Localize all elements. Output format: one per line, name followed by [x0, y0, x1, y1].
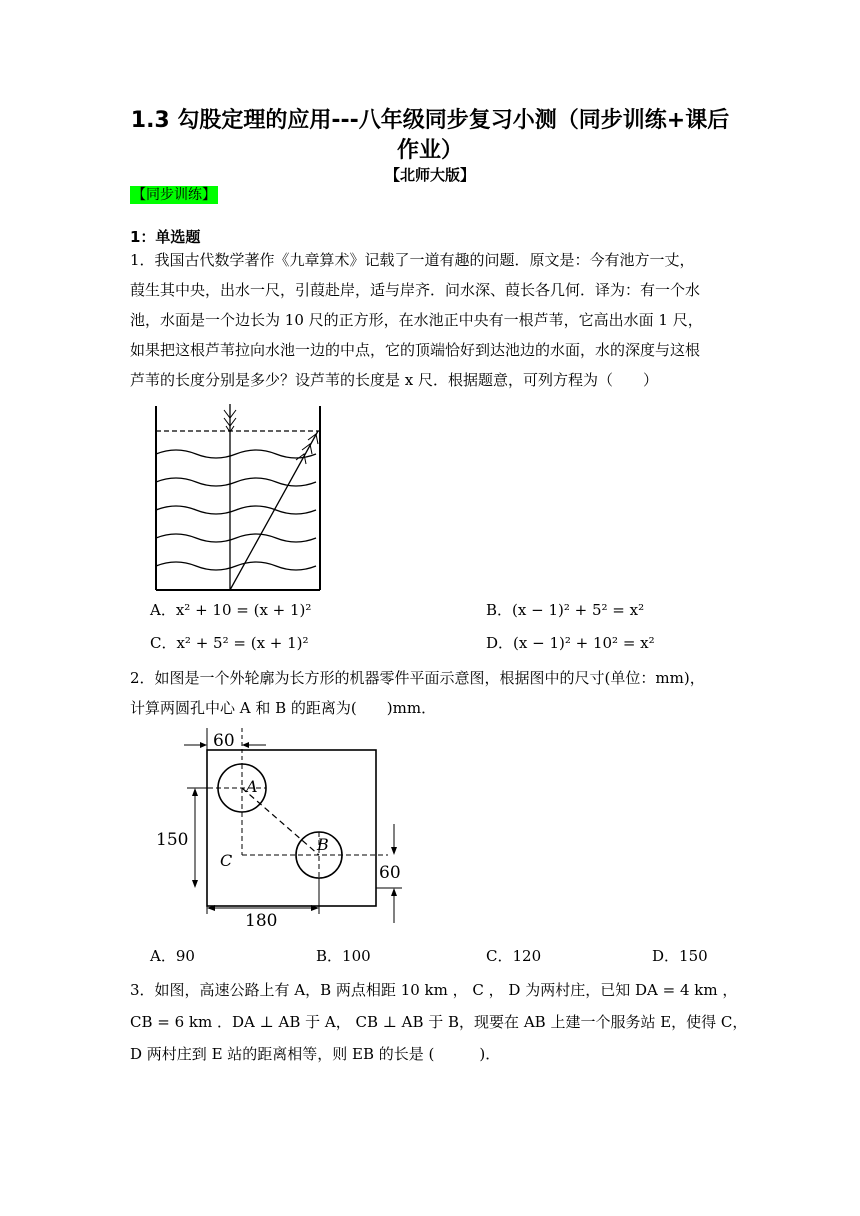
q2-line-2: 计算两圆孔中心 A 和 B 的距离为( )mm．: [130, 699, 437, 717]
q1-line-4: 如果把这根芦苇拉向水池一边的中点，它的顶端恰好到达池边的水面，水的深度与这根: [130, 341, 701, 359]
document-title-line-1: 1.3 勾股定理的应用---八年级同步复习小测（同步训练+课后: [130, 108, 730, 133]
q1-option-d: D．(x − 1)² + 10² = x²: [486, 634, 655, 652]
q1-line-1: 1．我国古代数学著作《九章算术》记载了一道有趣的问题．原文是：今有池方一丈，: [130, 251, 695, 269]
section-title: 1：单选题: [130, 228, 201, 246]
q1-line-2: 葭生其中央，出水一尺，引葭赴岸，适与岸齐．问水深、葭长各几何．译为：有一个水: [130, 281, 701, 299]
q2-label-c: C: [220, 851, 233, 870]
q1-option-b: B．(x − 1)² + 5² = x²: [486, 601, 645, 619]
q1-line-3: 池，水面是一个边长为 10 尺的正方形，在水池正中央有一根芦苇，它高出水面 1 尺，: [130, 311, 703, 329]
q1-pond-figure: [150, 402, 330, 594]
section-tag: 【同步训练】: [132, 187, 216, 203]
q2-label-a: A: [246, 777, 258, 796]
q2-label-b: B: [317, 835, 329, 854]
q1-option-a: A．x² + 10 = (x + 1)²: [150, 601, 312, 619]
document-title-line-2: 作业）: [396, 138, 463, 163]
q2-option-a: A．90: [150, 947, 195, 965]
q2-dim-bottom: 180: [245, 911, 278, 928]
q2-dim-right: 60: [379, 863, 401, 883]
q2-option-b: B．100: [316, 947, 371, 965]
q1-option-c: C．x² + 5² = (x + 1)²: [150, 634, 309, 652]
q3-line-3: D 两村庄到 E 站的距离相等，则 EB 的长是 ( )．: [130, 1045, 501, 1063]
q2-option-d: D．150: [652, 947, 708, 965]
q2-dim-top: 60: [213, 731, 235, 751]
q3-line-1: 3．如图，高速公路上有 A，B 两点相距 10 km ， C ， D 为两村庄，已知 DA = 4 km ，: [130, 981, 738, 999]
q1-line-5: 芦苇的长度分别是多少？设芦苇的长度是 x 尺．根据题意，可列方程为（ ）: [130, 371, 658, 389]
q3-line-2: CB = 6 km ．DA ⊥ AB 于 A， CB ⊥ AB 于 B，现要在 AB 上建一个服务站 E，使得 C，: [130, 1013, 748, 1031]
q2-option-c: C．120: [486, 947, 542, 965]
document-subtitle: 【北师大版】: [384, 166, 475, 184]
q2-dim-left: 150: [156, 830, 189, 850]
q2-line-1: 2．如图是一个外轮廓为长方形的机器零件平面示意图，根据图中的尺寸(单位：mm)，: [130, 669, 705, 687]
q2-machine-part-figure: [150, 728, 420, 928]
